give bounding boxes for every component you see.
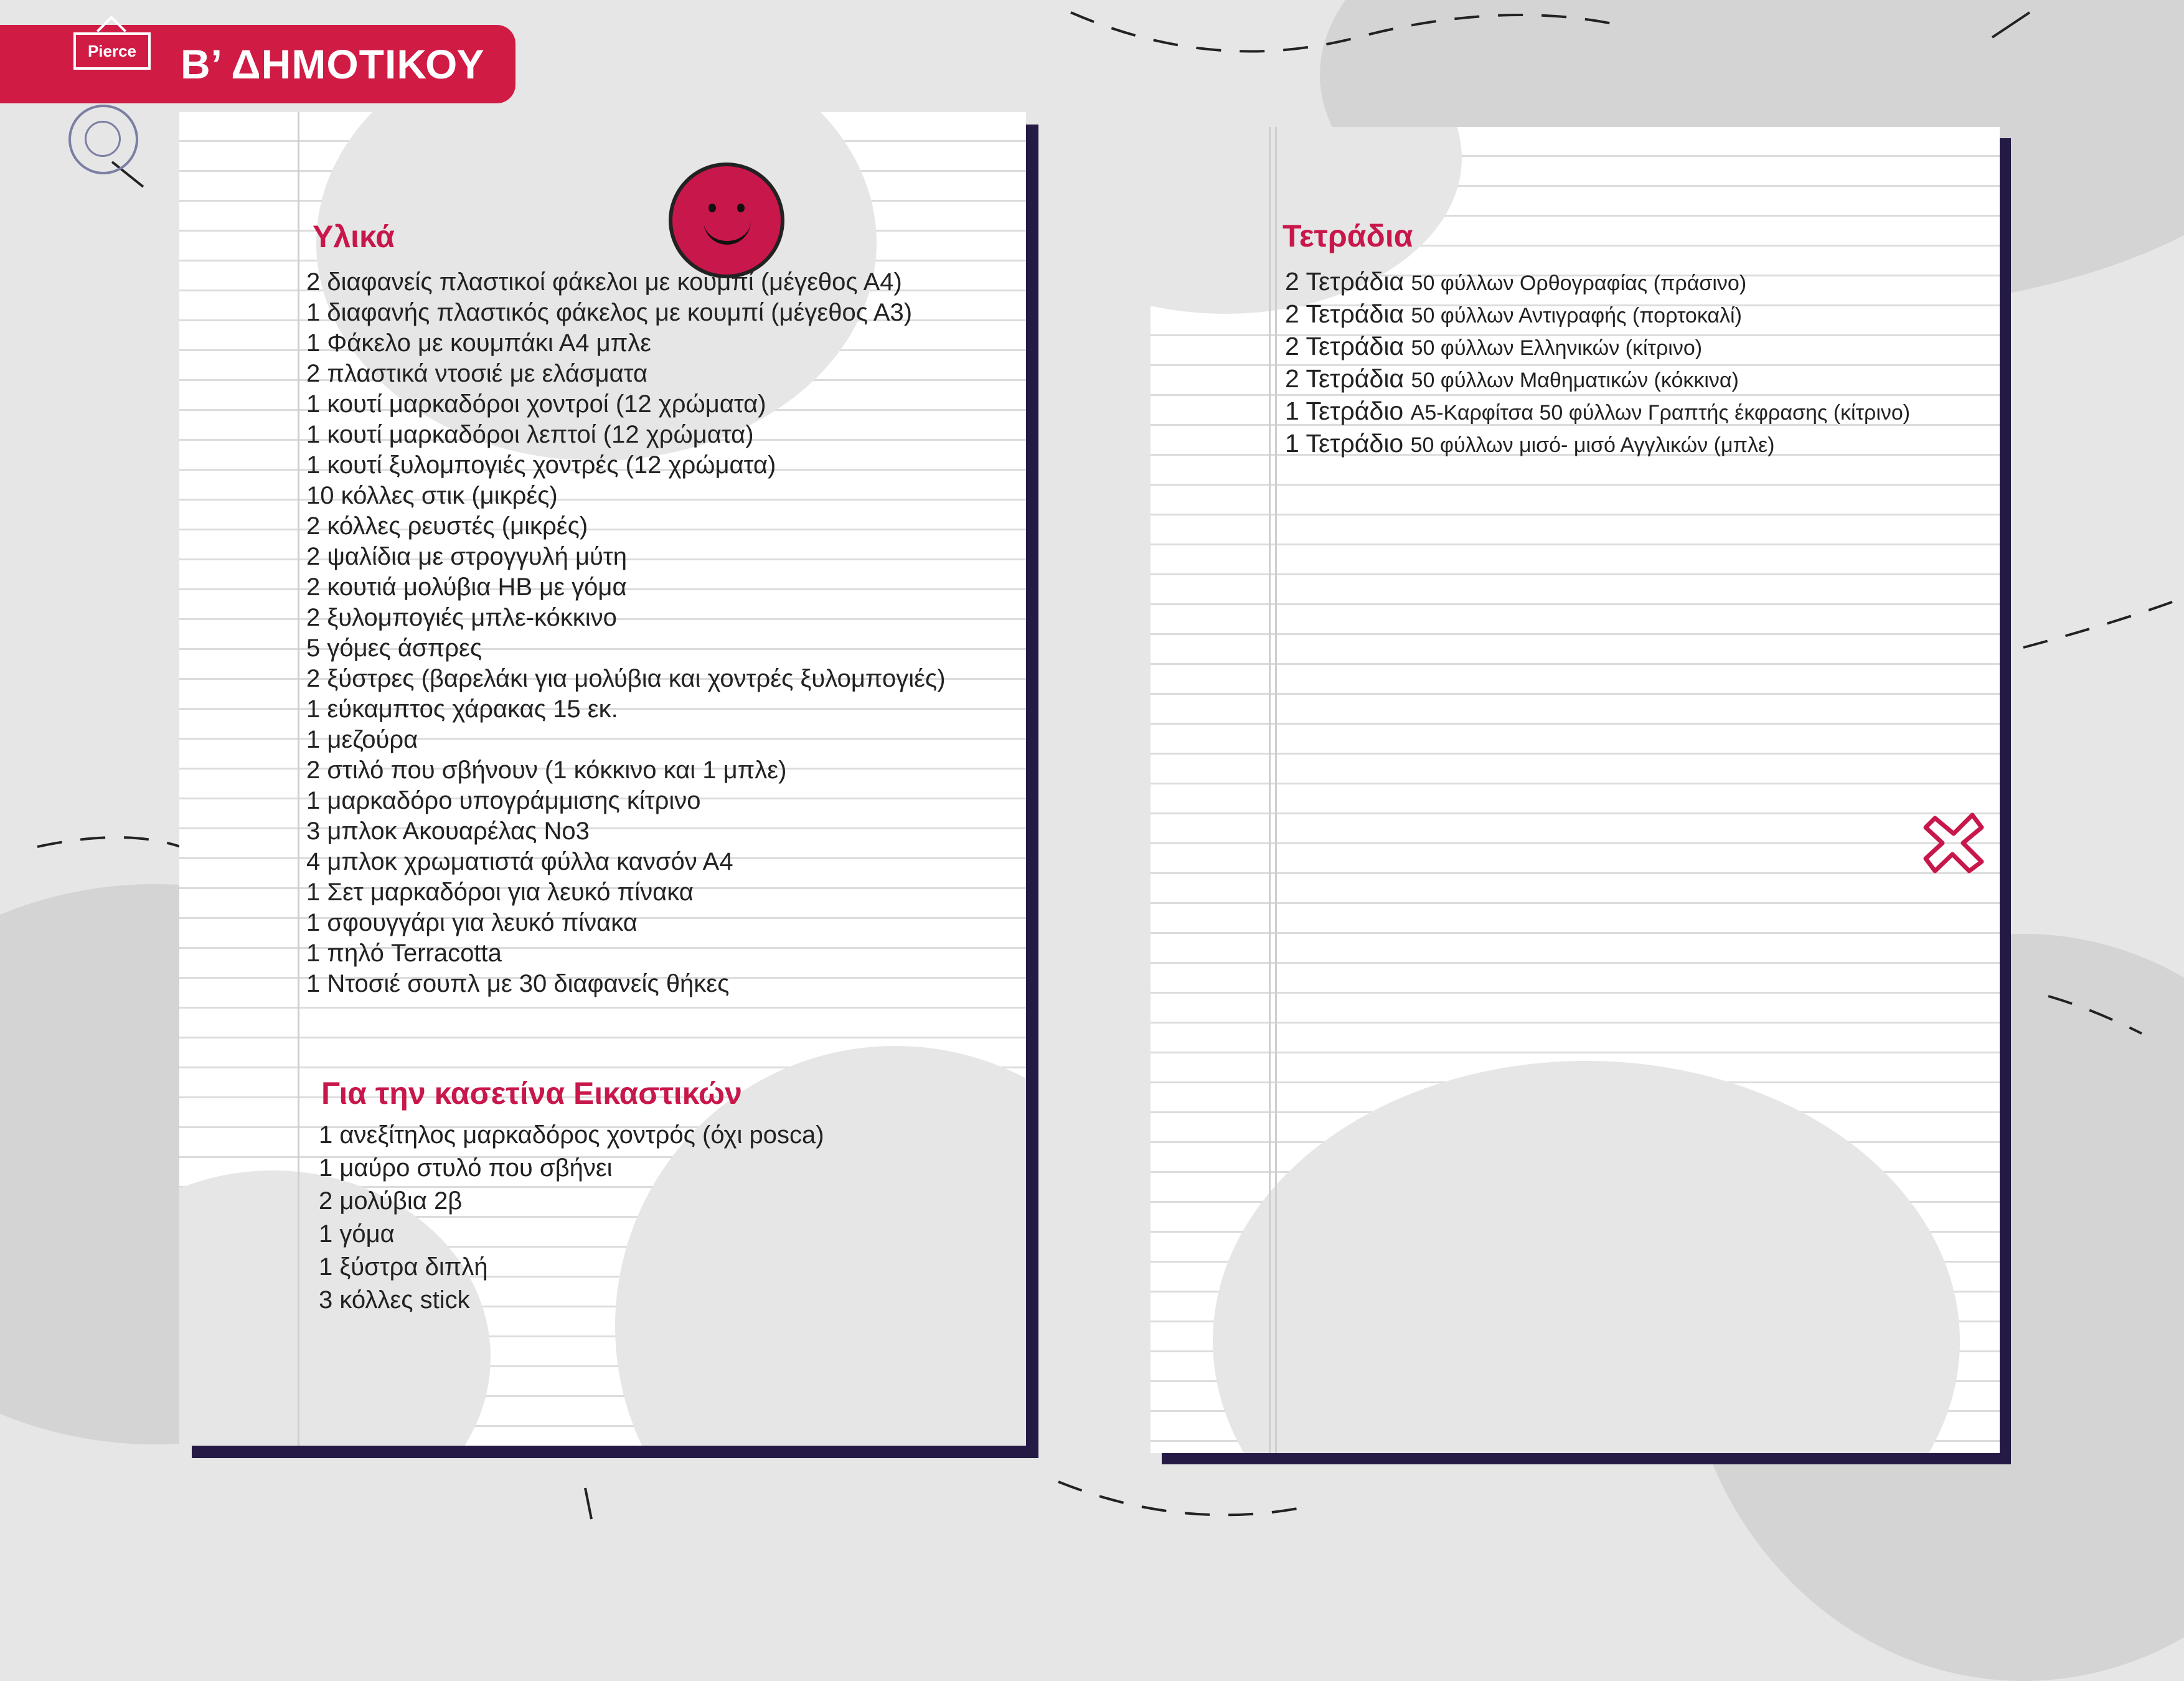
notebook-description: 50 φύλλων μισό- μισό Αγγλικών (μπλε): [1410, 433, 1775, 457]
list-item: 2 πλαστικά ντοσιέ με ελάσματα: [306, 360, 648, 387]
college-seal-icon: [68, 105, 138, 174]
list-item: 1 Ντοσιέ σουπλ με 30 διαφανείς θήκες: [306, 970, 730, 997]
smiley-face-icon: [669, 162, 784, 278]
notebook-description: 50 φύλλων Αντιγραφής (πορτοκαλί): [1411, 304, 1742, 327]
notebook-count: 2 Τετράδια: [1285, 299, 1405, 328]
notebooks-list: [1285, 265, 1910, 459]
list-item: 2 ξυλομπογιές μπλε-κόκκινο: [306, 604, 617, 631]
list-item: 1 γόμα: [319, 1220, 395, 1248]
list-item: 10 κόλλες στικ (μικρές): [306, 482, 558, 509]
list-item: [1285, 330, 1910, 362]
smiley-eye-icon: [708, 204, 716, 212]
list-item: 2 μολύβια 2β: [319, 1187, 463, 1215]
list-item: 1 διαφανής πλαστικός φάκελος με κουμπί (μέγεθος Α3): [306, 299, 913, 326]
smiley-eye-icon: [737, 204, 745, 212]
smiley-mouth-icon: [704, 216, 751, 245]
list-item: 2 διαφανείς πλαστικοί φάκελοι με κουμπί (μέγεθος Α4): [306, 268, 902, 296]
list-item: 1 μαρκαδόρο υπογράμμισης κίτρινο: [306, 787, 701, 814]
list-item: 1 Φάκελο με κουμπάκι Α4 μπλε: [306, 329, 652, 357]
list-item: 1 ξύστρα διπλή: [319, 1253, 488, 1281]
pierce-logo: Pierce: [73, 32, 151, 70]
notebook-count: 1 Τετράδιο: [1285, 429, 1404, 458]
notebook-count: 1 Τετράδιο: [1285, 397, 1404, 425]
list-item: [1285, 265, 1910, 298]
list-item: 1 κουτί μαρκαδόροι χοντροί (12 χρώματα): [306, 390, 766, 418]
list-item: [1285, 427, 1910, 459]
list-item: 1 κουτί μαρκαδόροι λεπτοί (12 χρώματα): [306, 421, 754, 448]
list-item: 2 ξύστρες (βαρελάκι για μολύβια και χοντρές ξυλομπογιές): [306, 665, 946, 692]
materials-list: [306, 267, 946, 999]
list-item: 1 μεζούρα: [306, 726, 418, 753]
margin-line: [298, 112, 299, 1446]
list-item: 1 Σετ μαρκαδόροι για λευκό πίνακα: [306, 878, 694, 906]
notebook-description: Α5-Καρφίτσα 50 φύλλων Γραπτής έκφρασης (κίτρινο): [1410, 401, 1911, 425]
list-item: 2 κουτιά μολύβια ΗΒ με γόμα: [306, 573, 627, 601]
notebook-description: 50 φύλλων Ελληνικών (κίτρινο): [1411, 336, 1703, 360]
list-item: [1285, 362, 1910, 395]
list-item: 1 εύκαμπτος χάρακας 15 εκ.: [306, 695, 618, 723]
seal-inner-ring: [85, 121, 121, 157]
list-item: 2 στιλό που σβήνουν (1 κόκκινο και 1 μπλε): [306, 756, 787, 784]
art-items-list: [319, 1119, 824, 1317]
list-item: 2 κόλλες ρευστές (μικρές): [306, 512, 588, 540]
art-case-title: Για την κασετίνα Εικαστικών: [321, 1076, 742, 1111]
notebook-description: 50 φύλλων Ορθογραφίας (πράσινο): [1411, 271, 1747, 295]
right-page-blob-bottom: [1213, 1061, 1960, 1453]
margin-line: [1275, 127, 1277, 1453]
notebook-count: 2 Τετράδια: [1285, 364, 1405, 393]
list-item: 5 γόμες άσπρες: [306, 634, 482, 662]
grade-title: Β’ ΔΗΜΟΤΙΚΟΥ: [181, 41, 485, 87]
list-item: 3 κόλλες stick: [319, 1286, 470, 1314]
notebook-description: 50 φύλλων Μαθηματικών (κόκκινα): [1411, 369, 1739, 392]
materials-title: Υλικά: [313, 219, 395, 254]
list-item: 2 ψαλίδια με στρογγυλή μύτη: [306, 543, 627, 570]
list-item: 1 κουτί ξυλομπογιές χοντρές (12 χρώματα): [306, 451, 776, 479]
notebooks-title: Τετράδια: [1283, 219, 1413, 253]
list-item: 1 ανεξίτηλος μαρκαδόρος χοντρός (όχι posca): [319, 1121, 824, 1149]
list-item: [1285, 395, 1910, 427]
list-item: 1 μαύρο στυλό που σβήνει: [319, 1154, 613, 1182]
list-item: 3 μπλοκ Ακουαρέλας Νο3: [306, 817, 590, 845]
notebook-count: 2 Τετράδια: [1285, 332, 1405, 360]
right-page: [1151, 127, 2000, 1453]
list-item: 1 σφουγγάρι για λευκό πίνακα: [306, 909, 638, 936]
left-page: [179, 112, 1026, 1446]
list-item: 1 πηλό Terracotta: [306, 939, 502, 967]
red-x-icon: [1916, 806, 1991, 880]
notebook-count: 2 Τετράδια: [1285, 267, 1405, 296]
margin-line: [1269, 127, 1271, 1453]
list-item: 4 μπλοκ χρωματιστά φύλλα κανσόν Α4: [306, 848, 733, 875]
list-item: [1285, 298, 1910, 330]
